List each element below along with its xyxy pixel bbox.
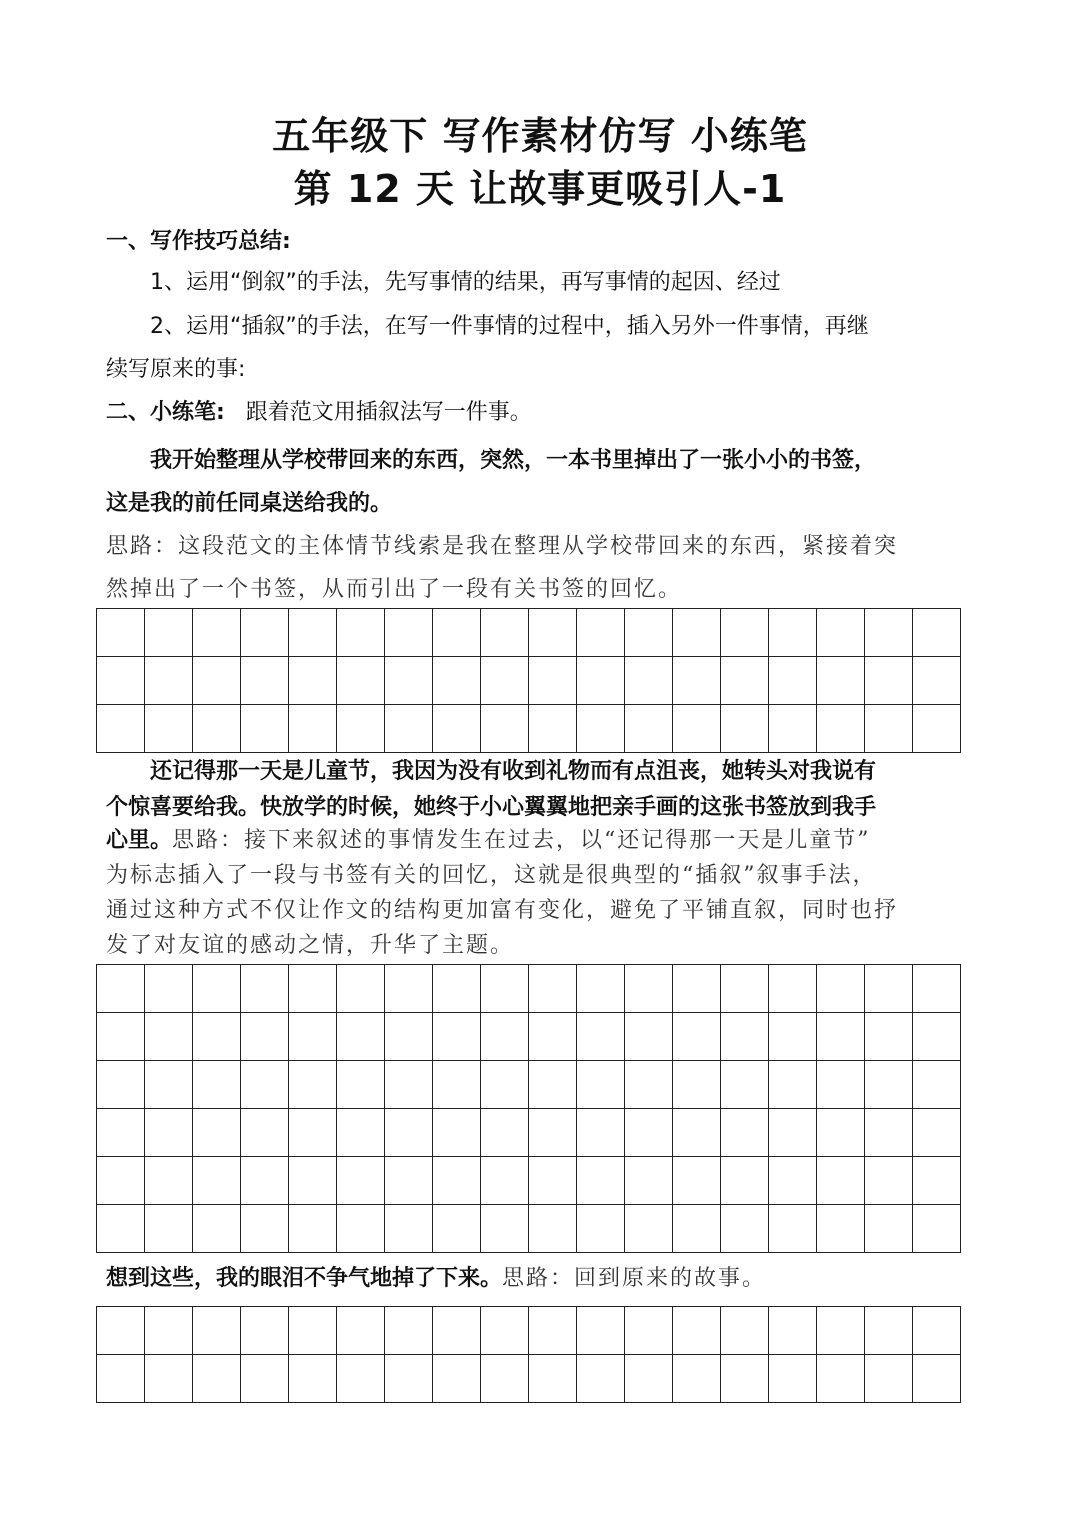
grid-cell[interactable] <box>529 1307 577 1355</box>
grid-cell[interactable] <box>481 1013 529 1061</box>
grid-cell[interactable] <box>145 965 193 1013</box>
grid-cell[interactable] <box>97 1061 145 1109</box>
grid-cell[interactable] <box>625 1109 673 1157</box>
grid-cell[interactable] <box>385 1157 433 1205</box>
grid-cell[interactable] <box>913 1013 961 1061</box>
grid-cell[interactable] <box>529 657 577 705</box>
grid-row <box>97 609 961 657</box>
section2-heading-row <box>106 398 986 428</box>
passage1-note-line1: 思路：这段范文的主体情节线索是我在整理从学校带回来的东西，紧接着突 <box>106 534 899 559</box>
grid-cell[interactable] <box>481 1109 529 1157</box>
grid-cell[interactable] <box>865 705 913 753</box>
grid-row <box>97 705 961 753</box>
grid-cell[interactable] <box>817 1109 865 1157</box>
grid-cell[interactable] <box>529 1355 577 1403</box>
page-title: 五年级下 写作素材仿写 小练笔 <box>272 114 808 158</box>
grid-cell[interactable] <box>337 1307 385 1355</box>
grid-cell[interactable] <box>913 1205 961 1253</box>
passage1-line2: 这是我的前任同桌送给我的。 <box>106 491 393 516</box>
writing-grid-3[interactable] <box>96 1306 961 1403</box>
grid-cell[interactable] <box>481 1355 529 1403</box>
grid-cell[interactable] <box>625 705 673 753</box>
grid-cell[interactable] <box>193 1157 241 1205</box>
grid-cell[interactable] <box>481 609 529 657</box>
grid-cell[interactable] <box>721 965 769 1013</box>
grid-cell[interactable] <box>577 1205 625 1253</box>
grid-cell[interactable] <box>241 609 289 657</box>
passage1-line1: 我开始整理从学校带回来的东西，突然，一本书里掉出了一张小小的书签， <box>150 448 877 473</box>
technique-item-1: 1、运用“倒叙”的手法，先写事情的结果，再写事情的起因、经过 <box>150 270 781 295</box>
passage2-note-line4: 发了对友谊的感动之情，升华了主题。 <box>106 933 515 958</box>
grid-cell[interactable] <box>625 965 673 1013</box>
grid-cell[interactable] <box>241 965 289 1013</box>
grid-row <box>97 1061 961 1109</box>
grid-cell[interactable] <box>769 609 817 657</box>
passage1-note-line2: 然掉出了一个书签，从而引出了一段有关书签的回忆。 <box>106 577 683 602</box>
grid-cell[interactable] <box>433 705 481 753</box>
grid-cell[interactable] <box>865 1205 913 1253</box>
grid-cell[interactable] <box>865 965 913 1013</box>
grid-cell[interactable] <box>769 1355 817 1403</box>
grid-cell[interactable] <box>241 657 289 705</box>
grid-cell[interactable] <box>913 1061 961 1109</box>
grid-cell[interactable] <box>529 705 577 753</box>
grid-cell[interactable] <box>529 1205 577 1253</box>
grid-cell[interactable] <box>433 609 481 657</box>
grid-cell[interactable] <box>289 965 337 1013</box>
grid-cell[interactable] <box>577 609 625 657</box>
grid-cell[interactable] <box>289 705 337 753</box>
grid-cell[interactable] <box>337 1157 385 1205</box>
technique-item-2-cont: 续写原来的事: <box>106 357 246 382</box>
grid-cell[interactable] <box>577 1109 625 1157</box>
grid-cell[interactable] <box>433 1355 481 1403</box>
grid-cell[interactable] <box>97 705 145 753</box>
grid-cell[interactable] <box>385 1013 433 1061</box>
grid-cell[interactable] <box>289 1307 337 1355</box>
grid-cell[interactable] <box>481 705 529 753</box>
grid-cell[interactable] <box>625 657 673 705</box>
grid-cell[interactable] <box>529 609 577 657</box>
grid-cell[interactable] <box>337 1013 385 1061</box>
grid-cell[interactable] <box>385 1061 433 1109</box>
grid-cell[interactable] <box>577 1307 625 1355</box>
grid-cell[interactable] <box>433 965 481 1013</box>
grid-cell[interactable] <box>433 1307 481 1355</box>
grid-cell[interactable] <box>241 705 289 753</box>
grid-cell[interactable] <box>337 965 385 1013</box>
grid-cell[interactable] <box>913 1157 961 1205</box>
grid-cell[interactable] <box>193 1307 241 1355</box>
grid-cell[interactable] <box>97 1355 145 1403</box>
technique-item-2: 2、运用“插叙”的手法，在写一件事情的过程中，插入另外一件事情，再继 <box>150 314 869 339</box>
grid-cell[interactable] <box>529 965 577 1013</box>
grid-cell[interactable] <box>433 1109 481 1157</box>
grid-cell[interactable] <box>481 1157 529 1205</box>
grid-cell[interactable] <box>817 1013 865 1061</box>
grid-cell[interactable] <box>913 1109 961 1157</box>
grid-cell[interactable] <box>385 1109 433 1157</box>
grid-row <box>97 1205 961 1253</box>
grid-cell[interactable] <box>289 1109 337 1157</box>
grid-cell[interactable] <box>721 1205 769 1253</box>
grid-cell[interactable] <box>913 1307 961 1355</box>
grid-cell[interactable] <box>145 705 193 753</box>
grid-cell[interactable] <box>145 1157 193 1205</box>
grid-cell[interactable] <box>145 1061 193 1109</box>
grid-cell[interactable] <box>673 1157 721 1205</box>
grid-cell[interactable] <box>769 1157 817 1205</box>
grid-cell[interactable] <box>241 1061 289 1109</box>
grid-cell[interactable] <box>817 1157 865 1205</box>
grid-cell[interactable] <box>193 705 241 753</box>
grid-row <box>97 1355 961 1403</box>
grid-cell[interactable] <box>337 1109 385 1157</box>
grid-cell[interactable] <box>769 1061 817 1109</box>
grid-cell[interactable] <box>625 1013 673 1061</box>
grid-cell[interactable] <box>673 965 721 1013</box>
grid-cell[interactable] <box>721 1109 769 1157</box>
grid-cell[interactable] <box>625 1355 673 1403</box>
passage3-row <box>106 1264 986 1294</box>
grid-cell[interactable] <box>673 1109 721 1157</box>
grid-cell[interactable] <box>577 705 625 753</box>
grid-row <box>97 1307 961 1355</box>
grid-cell[interactable] <box>865 1307 913 1355</box>
grid-cell[interactable] <box>337 609 385 657</box>
grid-cell[interactable] <box>913 705 961 753</box>
grid-cell[interactable] <box>289 657 337 705</box>
grid-cell[interactable] <box>817 1355 865 1403</box>
grid-cell[interactable] <box>241 1013 289 1061</box>
grid-cell[interactable] <box>481 1205 529 1253</box>
passage2-note-line1: 思路：接下来叙述的事情发生在过去，以“还记得那一天是儿童节” <box>172 828 871 853</box>
grid-cell[interactable] <box>385 657 433 705</box>
grid-cell[interactable] <box>97 1307 145 1355</box>
grid-cell[interactable] <box>865 1061 913 1109</box>
passage2-line1: 还记得那一天是儿童节，我因为没有收到礼物而有点沮丧，她转头对我说有 <box>150 759 877 784</box>
grid-cell[interactable] <box>433 1205 481 1253</box>
grid-cell[interactable] <box>337 1355 385 1403</box>
grid-cell[interactable] <box>673 1355 721 1403</box>
grid-cell[interactable] <box>145 1307 193 1355</box>
passage3-note: 思路：回到原来的故事。 <box>502 1266 767 1291</box>
grid-cell[interactable] <box>913 1355 961 1403</box>
grid-cell[interactable] <box>145 1109 193 1157</box>
grid-cell[interactable] <box>481 1307 529 1355</box>
grid-cell[interactable] <box>97 1013 145 1061</box>
grid-cell[interactable] <box>241 1355 289 1403</box>
grid-row <box>97 1157 961 1205</box>
grid-cell[interactable] <box>337 657 385 705</box>
section2-instruction: 跟着范文用插叙法写一件事。 <box>245 400 532 425</box>
grid-cell[interactable] <box>289 1205 337 1253</box>
passage2-line2: 个惊喜要给我。快放学的时候，她终于小心翼翼地把亲手画的这张书签放到我手 <box>106 795 877 820</box>
grid-cell[interactable] <box>577 965 625 1013</box>
page-subtitle: 第 12 天 让故事更吸引人-1 <box>293 167 787 211</box>
grid-row <box>97 657 961 705</box>
grid-cell[interactable] <box>865 1157 913 1205</box>
grid-cell[interactable] <box>817 657 865 705</box>
grid-cell[interactable] <box>817 1205 865 1253</box>
grid-cell[interactable] <box>145 657 193 705</box>
grid-cell[interactable] <box>625 1307 673 1355</box>
grid-row <box>97 965 961 1013</box>
grid-cell[interactable] <box>865 609 913 657</box>
grid-cell[interactable] <box>721 609 769 657</box>
grid-cell[interactable] <box>433 1013 481 1061</box>
grid-cell[interactable] <box>817 965 865 1013</box>
grid-cell[interactable] <box>721 1061 769 1109</box>
grid-cell[interactable] <box>673 609 721 657</box>
grid-cell[interactable] <box>865 657 913 705</box>
passage2-note-line2: 为标志插入了一段与书签有关的回忆，这就是很典型的“插叙”叙事手法， <box>106 863 877 888</box>
grid-cell[interactable] <box>721 1307 769 1355</box>
grid-cell[interactable] <box>721 1157 769 1205</box>
grid-cell[interactable] <box>193 1109 241 1157</box>
grid-cell[interactable] <box>913 609 961 657</box>
grid-cell[interactable] <box>673 1205 721 1253</box>
grid-cell[interactable] <box>721 1355 769 1403</box>
grid-cell[interactable] <box>289 609 337 657</box>
grid-cell[interactable] <box>145 1205 193 1253</box>
grid-cell[interactable] <box>673 1061 721 1109</box>
grid-cell[interactable] <box>865 1109 913 1157</box>
grid-cell[interactable] <box>769 965 817 1013</box>
grid-cell[interactable] <box>337 705 385 753</box>
grid-cell[interactable] <box>97 1205 145 1253</box>
grid-cell[interactable] <box>481 965 529 1013</box>
section1-heading: 一、写作技巧总结: <box>106 229 291 254</box>
grid-cell[interactable] <box>625 1157 673 1205</box>
grid-cell[interactable] <box>817 1061 865 1109</box>
grid-cell[interactable] <box>769 705 817 753</box>
grid-cell[interactable] <box>385 705 433 753</box>
grid-cell[interactable] <box>193 1205 241 1253</box>
passage2-line3-bold: 心里。 <box>106 828 173 853</box>
grid-cell[interactable] <box>625 1205 673 1253</box>
grid-cell[interactable] <box>529 1061 577 1109</box>
grid-cell[interactable] <box>97 1157 145 1205</box>
grid-cell[interactable] <box>529 1013 577 1061</box>
grid-cell[interactable] <box>193 1061 241 1109</box>
grid-cell[interactable] <box>529 1109 577 1157</box>
grid-cell[interactable] <box>145 1355 193 1403</box>
grid-cell[interactable] <box>577 657 625 705</box>
grid-cell[interactable] <box>769 657 817 705</box>
grid-cell[interactable] <box>241 1109 289 1157</box>
grid-cell[interactable] <box>289 1061 337 1109</box>
grid-cell[interactable] <box>193 1013 241 1061</box>
grid-cell[interactable] <box>625 609 673 657</box>
section2-heading: 二、小练笔: <box>106 400 225 425</box>
passage3-text: 想到这些，我的眼泪不争气地掉了下来。 <box>106 1266 503 1291</box>
grid-cell[interactable] <box>145 609 193 657</box>
grid-cell[interactable] <box>529 1157 577 1205</box>
grid-cell[interactable] <box>289 1355 337 1403</box>
grid-cell[interactable] <box>769 1307 817 1355</box>
grid-cell[interactable] <box>337 1205 385 1253</box>
grid-cell[interactable] <box>385 1355 433 1403</box>
grid-cell[interactable] <box>817 609 865 657</box>
grid-cell[interactable] <box>385 1205 433 1253</box>
grid-cell[interactable] <box>577 1013 625 1061</box>
grid-cell[interactable] <box>673 1307 721 1355</box>
grid-cell[interactable] <box>241 1307 289 1355</box>
grid-cell[interactable] <box>433 1061 481 1109</box>
grid-cell[interactable] <box>865 1013 913 1061</box>
grid-cell[interactable] <box>865 1355 913 1403</box>
grid-row <box>97 1109 961 1157</box>
writing-grid-2[interactable] <box>96 964 961 1253</box>
grid-cell[interactable] <box>769 1109 817 1157</box>
grid-cell[interactable] <box>673 657 721 705</box>
grid-cell[interactable] <box>769 1013 817 1061</box>
grid-cell[interactable] <box>385 965 433 1013</box>
grid-row <box>97 1013 961 1061</box>
passage2-line3 <box>106 826 986 856</box>
grid-cell[interactable] <box>913 657 961 705</box>
grid-cell[interactable] <box>673 705 721 753</box>
grid-cell[interactable] <box>481 1061 529 1109</box>
grid-cell[interactable] <box>97 1109 145 1157</box>
grid-cell[interactable] <box>577 1061 625 1109</box>
grid-cell[interactable] <box>241 1205 289 1253</box>
grid-cell[interactable] <box>97 965 145 1013</box>
grid-cell[interactable] <box>913 965 961 1013</box>
grid-cell[interactable] <box>289 1013 337 1061</box>
grid-cell[interactable] <box>577 1157 625 1205</box>
grid-cell[interactable] <box>817 1307 865 1355</box>
grid-cell[interactable] <box>433 657 481 705</box>
grid-cell[interactable] <box>481 657 529 705</box>
grid-cell[interactable] <box>145 1013 193 1061</box>
grid-cell[interactable] <box>721 705 769 753</box>
grid-cell[interactable] <box>433 1157 481 1205</box>
grid-cell[interactable] <box>193 1355 241 1403</box>
grid-cell[interactable] <box>97 609 145 657</box>
grid-cell[interactable] <box>721 657 769 705</box>
grid-cell[interactable] <box>625 1061 673 1109</box>
grid-cell[interactable] <box>193 609 241 657</box>
grid-cell[interactable] <box>97 657 145 705</box>
grid-cell[interactable] <box>721 1013 769 1061</box>
grid-cell[interactable] <box>673 1013 721 1061</box>
grid-cell[interactable] <box>193 657 241 705</box>
passage2-note-line3: 通过这种方式不仅让作文的结构更加富有变化，避免了平铺直叙，同时也抒 <box>106 898 899 923</box>
grid-cell[interactable] <box>577 1355 625 1403</box>
grid-cell[interactable] <box>193 965 241 1013</box>
grid-cell[interactable] <box>385 609 433 657</box>
grid-cell[interactable] <box>289 1157 337 1205</box>
writing-grid-1[interactable] <box>96 608 961 753</box>
grid-cell[interactable] <box>385 1307 433 1355</box>
grid-cell[interactable] <box>241 1157 289 1205</box>
grid-cell[interactable] <box>337 1061 385 1109</box>
grid-cell[interactable] <box>769 1205 817 1253</box>
grid-cell[interactable] <box>817 705 865 753</box>
